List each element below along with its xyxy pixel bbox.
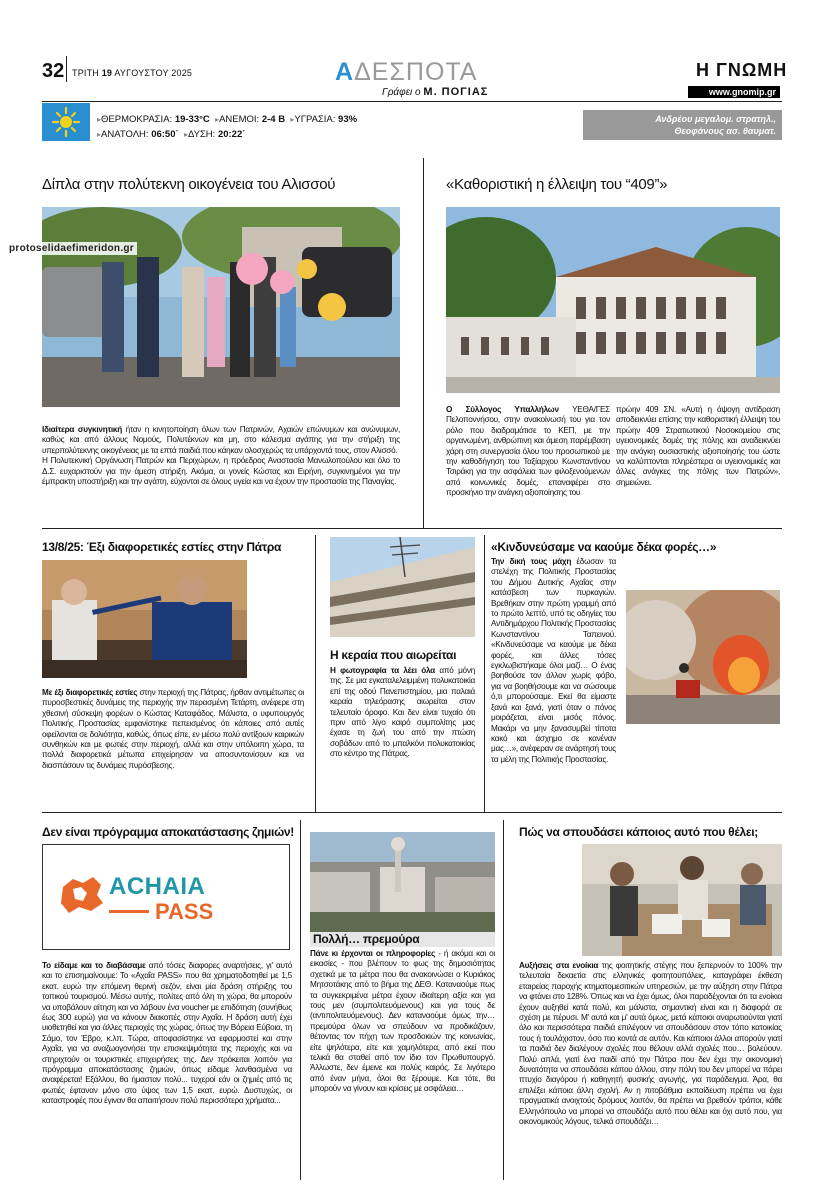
article-body: Αυξήσεις στα ενοίκια της φοιτητικής στέγης που ξεπερνούν το 100% την τελευταία δεκαετία στις ελληνικές φοιτητουπόλεις, καταγράφει έκθεση εταιρείας παροχής κτηματομεσιτικών υπηρεσιών, με την αύξηση στην Πάτρα να φτάνει στο 128%. Όπως και να έχει όμως, όλοι παραδέχονται ότι τα ενοίκια έχουν αυξηθεί κατά πολύ, και μάλιστα, σημαντική είναι και η διαφορά σε σχέση με πέρυσι. Μ' αυτά και μ' αυτά όμως, μετά κάποιοι αναρωτιούνται γιατί όλο και περισσότερα παιδιά επιλέγουν να σπουδάσουν στον τόπο κατοικίας τους ή τουλάχιστον, όσο πιο κοντά σε αυτόν. Και κάποιοι άλλοι απορούν γιατί τα παιδιά δεν διαλέγουν σχολές που θέλουν αλλά σχολές που… βολεύουν. Πολύ απλά, γιατί ένα παιδί από την Πάτρα που δεν έχει την οικονομική δυνατότητα να σπουδάσει κάπου άλλου, στην πόλη του δεν μπορεί να πάρει πτυχίο διαγόρου ή καθηγητή φυσικής αγωγής, για παράδειγμα. Άρα, θα επιλέξει κάποια άλλη σχολή. Αν η πιτοβάθμια εκπαίδευση πρέπει να έχει πραγματικά ανοιχτούς δρόμους λοιπόν, θα πρέπει να βρεθούν τρόποι, κάθε Ελληνόπουλο να μπορεί να σπουδάζει αυτό που θέλει και όχι αυτό που, για οικονομικούς λόγους, τελικά σπουδάζει…: [519, 961, 782, 1127]
newspaper-url[interactable]: www.gnomip.gr: [688, 86, 780, 98]
article-title: «Κινδυνεύσαμε να καούμε δέκα φορές…»: [491, 540, 717, 554]
column-divider: [503, 820, 504, 1180]
issue-date: ΤΡΙΤΗ 19 ΑΥΓΟΥΣΤΟΥ 2025: [72, 68, 193, 78]
header-divider: [66, 56, 67, 82]
article-body: πρώην 409 ΣΝ. «Αυτή η άψογη αντίδραση αποδεικνύει επίσης την καθοριστική έλλειψη του πρώην 409 Στρατιωτικού Νοσοκομείου στις υγειονομικές δομές της πόλης και αναδεικνύει την ανάγκη ουσιαστικής αξιοποίησής του ώστε να καλύπτονται πληρέστερα οι υγειονομικές και άλλες ανάγκες της πόλης των Πατρών», σημειώνει.: [616, 405, 780, 487]
page-number: 32: [42, 60, 65, 82]
newspaper-logo: Η ΓΝΩΜΗ: [696, 60, 788, 80]
article-title: Πώς να σπουδάσει κάποιος αυτό που θέλει;: [519, 825, 758, 839]
sun-icon: [42, 103, 90, 141]
students-photo: [582, 844, 782, 956]
row-rule: [42, 528, 782, 529]
hospital-building-photo: [446, 207, 780, 393]
article-body: Με έξι διαφορετικές εστίες στην περιοχή της Πάτρας, ήρθαν αντιμέτωπες οι πυροσβεστικές δυνάμεις της περιοχής την περασμένη Τετάρτη, ανέφερε στη χθεσινή σύσκεψη φορέων ο Κώστας Καταφάδος. Μάλιστα, ο υφυπουργός Πολιτικής Προστασίας εμφανίστηκε πεπεισμένος ότι κάποιες από αυτές οφείλονται σε δολιότητα, καθώς, όπως είπε, εν μέσω πολύ αντίξοων καιρικών συνθηκών και με φωτιές στην περιοχή, αλλά και στην υπόλοιπη χώρα, τα πολλά διαφορετικά μέτωπα επιχείρησαν να αποσυντονίσουν και να διασπάσουν τις δυνάμεις πυρόσβεσης.: [42, 688, 304, 770]
article-title: Δεν είναι πρόγραμμα αποκατάστασης ζημιών!: [42, 825, 294, 839]
article-body: Η φωτογραφία τα λέει όλα από μόνη της. Σε μια εγκαταλελειμμένη πολυκατοικία επί της οδού Πανεπιστημίου, μια παλαιά κεραία τηλεόρασης αιωρείται στον τελευταίο όροφο. Και δεν είναι τυχαίο ότι πριν από λίγο καιρό συμπολίτης μας έχασε τη ζωή του από την πτώση σοβάδων από το μπαλκόνι πολυκατοικίας στο κέντρο της Πάτρας.: [330, 666, 476, 759]
header-rule: [42, 101, 782, 102]
article-body: Την δική τους μάχη έδωσαν τα στελέχη της Πολιτικής Προστασίας του Δήμου Δυτικής Αχαΐας στην κατάσβεση των πυρκαγιών. Βρεθήκαν στην πρώτη γραμμή από το πρώτο λεπτό, υπό τις οδηγίες του Αντιδημάρχου Πολιτικής Προστασίας Κωνσταντίνου Ταπεινού. «Κινδυνεύσαμε να καούμε με δέκα φορές, και άλλες τόσες εγκλωβιστήκαμε όλοι μαζί… Ο ένας βοηθούσε τον άλλον χωρίς φόβο, για να βοηθήσουμε και να σώσουμε ό,τι μπορούσαμε. Εκεί θα είμαστε ξανά και ξανά, γιατί όταν ο πόνος μοιράζεται, είναι μισός πόνος. Μακάρι να μην ξανασυμβεί τίποτα κακό και άσχημο σε κανέναν μας…», ανέφεραν σε ανάρτησή τους τα μέλη της Πολιτικής Προστασίας.: [491, 557, 616, 764]
column-divider: [484, 535, 485, 812]
antenna-photo: [330, 537, 475, 637]
wildfire-photo: [626, 590, 780, 724]
watermark: protoselidaefimeridon.gr: [6, 242, 137, 255]
thessaloniki-fair-photo: [310, 832, 495, 932]
article-body: Το είδαμε και το διαβάσαμε από τόσες διαφορες αναρτήσεις, γι' αυτό και το επισημαίνουμε: Το «Αχαΐα PASS» που θα χρηματοδοτηθεί με 1,5 εκατ. ευρώ την επόμενη θερινή σεζόν, είναι μία δράση στήριξης του τοπικού τουρισμού. Μέσω αυτής, πολίτες από όλη τη χώρα, θα μπορούν να υποβάλουν αίτηση και να λάβουν ένα voucher με επιδότηση (συνήθως έως 300 ευρώ) για να κάνουν διακοπές στην Αχαΐα. Η δράση αυτή έχει υιοθετηθεί και για άλλες περιοχές της χώρας, όπως την Βόρεια Εύβοια, τη Σάμο, τον Έβρο, κ.λπ. Τώρα, αποφασίστηκε να εφαρμοστεί και στην Αχαΐα, για να αναζωογονήσει την επισκεψιμότητα της περιοχής και να στηριχτούν οι τουριστικές επιχειρήσεις της. Δεν πρόκειται λοιπόν για πρόγραμμα αποκατάστασης ζημιών, όπως είδαμε λανθασμένα να αναφέρεται! Εξάλλου, θα ήμασταν πολύ... τυχεροί εάν οι ζημιές από τις φωτιές έφταναν μόνο στο ύψος των 1,5 εκατ. ευρώ. Δυστυχώς, οι καταστροφές που έγιναν θα απαιτήσουν πολύ περισσότερα χρήματα...: [42, 961, 292, 1106]
saints-of-the-day: Ανδρέου μεγαλομ. στρατηλ., Θεοφάνους ασ. θαυματ.: [583, 110, 782, 140]
article-title: Πολλή… πρεμούρα: [313, 932, 420, 946]
meeting-photo: [42, 560, 247, 678]
row-rule: [42, 812, 782, 813]
achaia-map-icon: [59, 875, 105, 915]
weather-panel: ▸ΘΕΡΜΟΚΡΑΣΙΑ: 19-33°C ▸ΑΝΕΜΟΙ: 2-4 Β ▸ΥΓΡΑΣΙΑ: 93% ▸ΑΝΑΤΟΛΗ: 06:50΄ ▸ΔΥΣΗ: 20:22΄: [97, 114, 358, 140]
pass-underline: [109, 910, 149, 913]
article-title: Η κεραία που αιωρείται: [330, 648, 457, 662]
family-photo: [42, 207, 400, 407]
column-divider: [315, 535, 316, 812]
section-masthead: ΑΔΕΣΠΟΤΑ: [335, 58, 478, 86]
article-body: Πάνε κι έρχονται οι πληροφορίες - ή ακόμα και οι εικασίες - που βλέπουν το φως της δημοσιότητας σχετικά με τα μέτρα που θα ανακοινώσει ο Κυριάκος Μητσοτάκης από το βήμα της ΔΕΘ. Καταναούμε πως τα συγκεκριμένα μέτρα έχουν ιδιαίτερη αξία και για τους μεν (συμπολιτευόμενους) και για τους δε (αντιπολιτευόμενους). Δεν καταναούμε όμως την… πρεμούρα όλων να σπεύδουν να προδικάζουν, θέτοντας τον πήχη των προσδοκιών της κοινωνίας, είτε ψηλότερα, είτε και χαμηλότερα, από εκεί που τελικά θα σταθεί από τον ίδιο τον Πρωθυπουργό. Άλλωστε, δεν έμεινε και πολύς καιρός. Σε λιγότερο από έναν μήνα, όλοι θα ξέρουμε. Και τότε, θα μπορούν να γίνουν και κρίσεις με ασφάλεια…: [310, 949, 495, 1094]
column-divider: [300, 820, 301, 1180]
article-title: «Καθοριστική η έλλειψη του “409”»: [446, 176, 668, 193]
pass-title: ACHAIA: [109, 873, 206, 900]
pass-subtitle: PASS: [155, 899, 214, 924]
article-body: Ο Σύλλογος Υπαλλήλων ΥΕΘΑ/ΓΕΣ Πελοποννήσου, στην ανακοίνωσή του για τον ρόλο που διαδραμάτισε το ΚΕΠ, με την οργανωμένη, ανθρώπινη και άμεση παρέμβαση χάρη στη συνεργασία όλου του προσωπικού με την καθοδήγηση του Ταξίαρχου Κωνσταντίνου Τσιράκη για την ασφάλεια των φιλοξενούμενων από κοινωνικές δομές, επαναφέρει στο προσκήνιο την ανάγκη αξιοποίησης του: [446, 405, 610, 498]
article-title: 13/8/25: Έξι διαφορετικές εστίες στην Πάτρα: [42, 540, 282, 554]
column-divider: [423, 158, 424, 528]
achaia-pass-logo: [42, 844, 290, 950]
article-title: Δίπλα στην πολύτεκνη οικογένεια του Αλισσού: [42, 176, 336, 193]
byline: Γράφει ο Μ. ΠΟΓΙΑΣ: [382, 86, 489, 98]
article-body: Ιδιαίτερα συγκινητική ήταν η κινητοποίηση όλων των Πατρινών, Αχαιών επώνυμων και ανώνυμων, καθώς και από άλλους Νομούς, Πολυτέκνων και μη, στο κάλεσμα αγάπης για την στήριξη της υπερπολύτεκνης οικογένειας με τα επτά παιδιά που κάηκαν ολοσχερώς τα υπάρχοντά τους, στον Αλισσό. Η Πολυτεκνική Οργάνωση Πατρών και Περιχώρων, η πρόεδρος Αναστασία Μανωλοπούλου και όλο το Δ.Σ. ευχαριστούν για την άμεση στήριξη. Ακόμα, οι γονείς Κώστας και Ειρήνη, συγκινημένοι για την έμπρακτη υποστήριξη και την αγάπη, εύχονται σε όλους υγεία και να έχουν την προστασία της Παναγίας.: [42, 425, 401, 487]
